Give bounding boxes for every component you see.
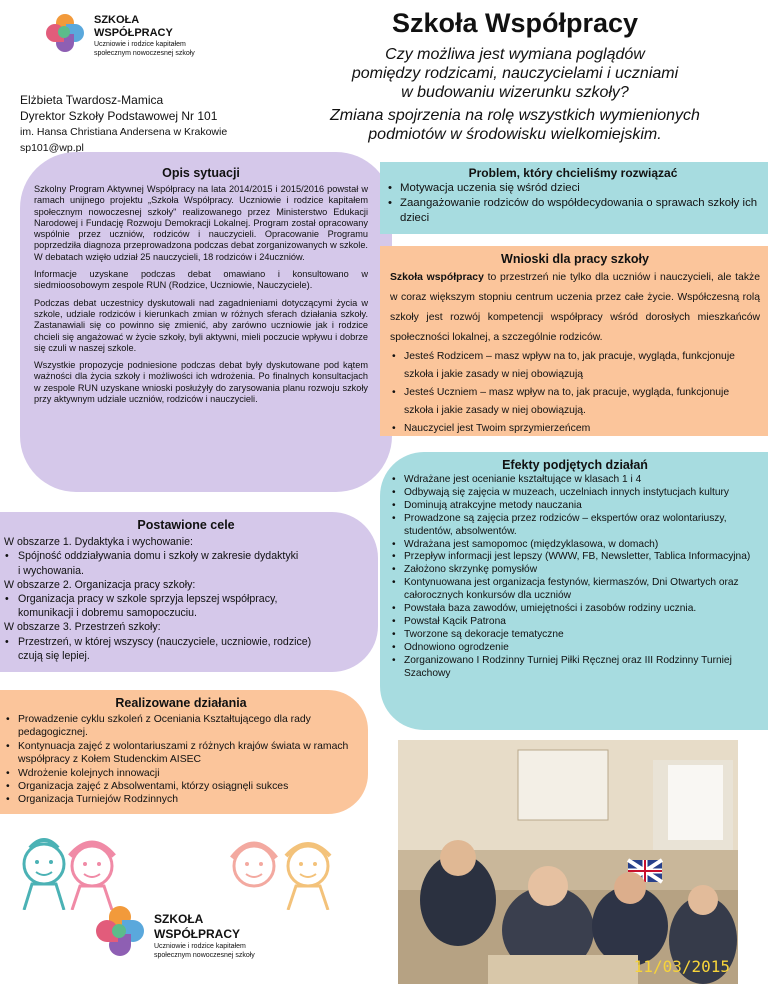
problem-item: • Motywacja uczenia się wśród dzieci xyxy=(386,181,760,196)
logo-name-line2: WSPÓŁPRACY xyxy=(154,927,241,941)
logo-name-line1: SZKOŁA xyxy=(154,912,204,926)
effects-box xyxy=(380,452,768,730)
photo-date-stamp: 11/03/2015 xyxy=(633,957,730,976)
question-line2: pomiędzy rodzicami, nauczycielami i uczniami xyxy=(351,65,679,82)
situation-title: Opis sytuacji xyxy=(162,166,240,180)
classroom-photo xyxy=(398,740,738,984)
logo-tagline-line2: społecznym nowoczesnej szkoły xyxy=(154,952,255,959)
logo-top xyxy=(44,14,195,58)
actions-item: • Organizacja Turniejów Rodzinnych xyxy=(4,793,358,806)
bullet-icon: • xyxy=(5,593,9,606)
effects-item: • Prowadzone są zajęcia przez rodziców – ekspertów oraz wolontariuszy, studentów, absolwentów. xyxy=(390,513,760,539)
goals-area3: W obszarze 3. Przestrzeń szkoły: xyxy=(4,621,161,634)
effects-item: • Zorganizowano I Rodzinny Turniej Piłki Ręcznej oraz III Rodzinny Turniej Szachowy xyxy=(390,655,760,681)
conclusions-box xyxy=(380,246,768,436)
actions-item: • Organizacja zajęć z Absolwentami, którzy osiągnęli sukces xyxy=(4,780,358,793)
question-line1: Czy możliwa jest wymiana poglądów xyxy=(385,46,645,63)
effects-item: • Powstał Kącik Patrona xyxy=(390,616,760,629)
effects-item: • Przepływ informacji jest lepszy (WWW, FB, Newsletter, Tablica Informacyjna) xyxy=(390,551,760,564)
actions-item: • Prowadzenie cyklu szkoleń z Oceniania Kształtującego dla rady pedagogicznej. xyxy=(4,713,358,740)
logo-name-line1: SZKOŁA xyxy=(94,14,140,26)
actions-item: • Wdrożenie kolejnych innowacji xyxy=(4,767,358,780)
actions-item: • Kontynuacja zajęć z wolontariuszami z różnych krajów świata w ramach współpracy z Kołem Studenckim AISEC xyxy=(4,740,358,767)
effects-item: • Wdrażana jest samopomoc (międzyklasowa, w domach) xyxy=(390,539,760,552)
conclusions-title: Wnioski dla pracy szkoły xyxy=(501,252,649,266)
author-block xyxy=(20,92,290,156)
effects-item: • Kontynuowana jest organizacja festynów, kiermaszów, Dni Otwartych oraz całorocznych konkursów dla uczniów xyxy=(390,577,760,603)
conclusions-lead-bold: Szkoła współpracy xyxy=(390,272,484,283)
effects-item: • Dominują atrakcyjne metody nauczania xyxy=(390,500,760,513)
goals-area1-item-a: Spójność oddziaływania domu i szkoły w zakresie dydaktyki xyxy=(18,550,299,563)
effects-title: Efekty podjętych działań xyxy=(502,458,648,472)
conclusions-item: • Jesteś Rodzicem – masz wpływ na to, jak pracuje, wygląda, funkcjonuje szkoła i jakie zasady w niej obowiązują xyxy=(390,348,760,384)
question-line3: w budowaniu wizerunku szkoły? xyxy=(401,84,629,101)
actions-box xyxy=(0,690,368,814)
situation-paragraph-2: Informacje uzyskane podczas debat omawiano i konsultowano w siedmioosobowym zespole RUN (Rodzice, Uczniowie, Nauczyciele). xyxy=(34,269,368,291)
effects-item: • Powstała baza zawodów, umiejętności i zasobów rodziny ucznia. xyxy=(390,603,760,616)
logo-tagline-line2: społecznym nowoczesnej szkoły xyxy=(94,50,195,57)
effects-item: • Tworzone są dekoracje tematyczne xyxy=(390,629,760,642)
logo-tagline-line1: Uczniowie i rodzice kapitałem xyxy=(154,943,246,950)
classroom-photo-icon xyxy=(398,740,738,984)
goals-area2-item-b: komunikacji i dobremu samopoczuciu. xyxy=(18,607,197,620)
situation-paragraph-1: Szkolny Program Aktywnej Współpracy na lata 2014/2015 i 2015/2016 powstał w ramach unijnego projektu „Szkoła Współpracy. Uczniowie i rodzice kapitałem społecznym nowoczesnej szkoły" realizowanego przez Ministerstwo Edukacji Narodowej i Fundację Rozwoju Demokracji Lokalnej. Program został opracowany wspólnie przez uczniów, rodziców i nauczycieli. Opracowanie Programu poprzedziła diagnoza przeprowadzona podczas debat zorganizowanych w szkole. W debatach wzięło udział 25 nauczycieli, 18 rodziców i 24uczniów. xyxy=(34,184,368,262)
goals-area1-item-b: i wychowania. xyxy=(18,564,84,577)
effects-item: • Odbywają się zajęcia w muzeach, uczelniach innych instytucjach kultury xyxy=(390,487,760,500)
logo-tagline-line1: Uczniowie i rodzice kapitałem xyxy=(94,41,186,48)
goals-area1: W obszarze 1. Dydaktyka i wychowanie: xyxy=(4,536,193,549)
author-role: Dyrektor Szkoły Podstawowej Nr 101 xyxy=(20,109,218,123)
bullet-icon: • xyxy=(5,550,9,563)
goals-area2: W obszarze 2. Organizacja pracy szkoły: xyxy=(4,578,196,591)
goals-area3-item-b: czują się lepiej. xyxy=(18,649,90,662)
situation-paragraph-4: Wszystkie propozycje podniesione podczas debat były dyskutowane pod kątem ważności dla życia szkoły i możliwości ich wdrożenia. Po finalnych konsultacjach w zespole RUN uzyskane wnioski posłużyły do zarysowania planu rozwoju szkoły przy aktywnym udziale uczniów, rodziców i nauczycieli. xyxy=(34,360,368,405)
logo-bottom xyxy=(92,906,255,960)
author-email: sp101@wp.pl xyxy=(20,142,84,154)
situation-box xyxy=(20,152,392,492)
children-drawing-icon xyxy=(22,826,390,910)
conclusions-item: • Nauczyciel jest Twoim sprzymierzeńcem xyxy=(390,420,760,438)
conclusions-item: • Jesteś Uczniem – masz wpływ na to, jak pracuje, wygląda, funkcjonuje szkoła i jakie zasady w niej obowiązują. xyxy=(390,384,760,420)
answer-line2: podmiotów w środowisku wielkomiejskim. xyxy=(368,126,662,143)
page-title: Szkoła Współpracy xyxy=(391,8,639,38)
goals-area3-item-a: Przestrzeń, w której wszyscy (nauczyciele, uczniowie, rodzice) xyxy=(18,635,312,648)
effects-item: • Odnowiono ogrodzenie xyxy=(390,642,760,655)
logo-name-line2: WSPÓŁPRACY xyxy=(94,27,173,39)
flower-logo-icon xyxy=(44,14,84,54)
bullet-icon: • xyxy=(5,635,9,648)
flower-logo-icon xyxy=(92,906,146,960)
conclusions-lead-text: to przestrzeń nie tylko dla uczniów i nauczycieli, ale także w coraz większym stopniu centrum uczenia przez całe życie. Współczesną rolą szkoły jest rozwój kompetencji współpracy wśród dorosłych mieszkańców społeczności lokalnej, a szczególnie rodziców. xyxy=(390,272,760,343)
problem-box xyxy=(380,162,768,234)
answer-line1: Zmiana spojrzenia na rolę wszystkich wymienionych xyxy=(330,107,700,124)
goals-area2-item-a: Organizacja pracy w szkole sprzyja lepszej współpracy, xyxy=(18,593,278,606)
situation-paragraph-3: Podczas debat uczestnicy dyskutowali nad zagadnieniami dotyczącymi życia w szkole, udziale rodziców i kierunkach zmian w różnych sferach działania szkoły. Zastanawiali się co powinno się zmienić, aby zarówno uczniowie jak i rodzice chcieli się angażować w życie szkoły, byli aktywni, mieli poczucie wpływu i dobrze się czuli w naszej szkole. xyxy=(34,297,368,353)
actions-title: Realizowane działania xyxy=(115,696,247,710)
author-name: Elżbieta Twardosz-Mamica xyxy=(20,93,164,107)
goals-title: Postawione cele xyxy=(137,518,235,532)
effects-item: • Wdrażane jest ocenianie kształtujące w klasach 1 i 4 xyxy=(390,474,760,487)
children-drawing xyxy=(22,826,390,910)
effects-item: • Założono skrzynkę pomysłów xyxy=(390,564,760,577)
author-school: im. Hansa Christiana Andersena w Krakowie xyxy=(20,126,228,138)
header xyxy=(280,8,750,144)
problem-title: Problem, który chcieliśmy rozwiązać xyxy=(468,166,678,180)
goals-box xyxy=(0,512,378,672)
problem-item: • Zaangażowanie rodziców do współdecydowania o sprawach szkoły ich dzieci xyxy=(386,196,760,226)
